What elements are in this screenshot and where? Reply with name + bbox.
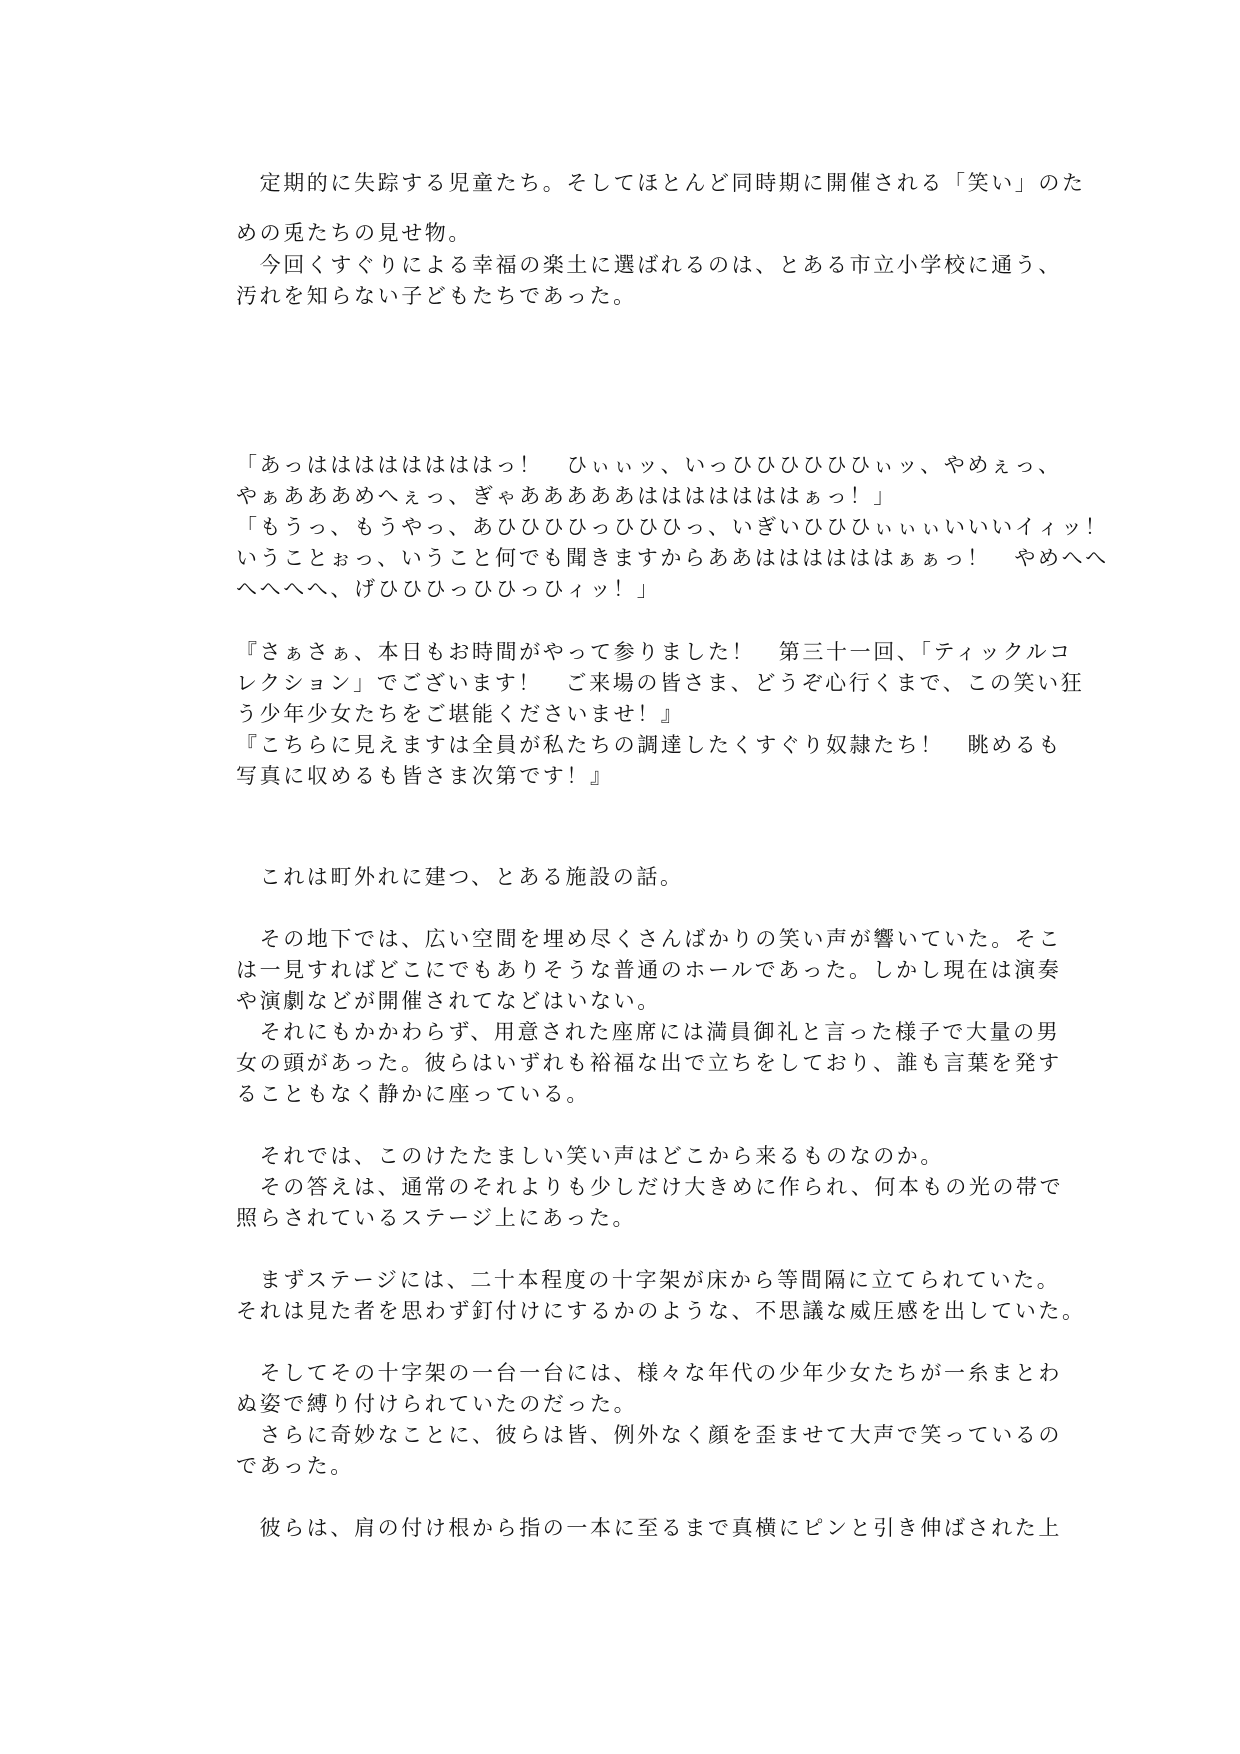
text-line: へへへへ、げひひひっひひっひィッ！」 xyxy=(236,577,661,601)
text-line: これは町外れに建つ、とある施設の話。 xyxy=(236,865,684,889)
text-line: その答えは、通常のそれよりも少しだけ大きめに作られ、何本もの光の帯で xyxy=(236,1175,1064,1199)
text-line: めの兎たちの見せ物。 xyxy=(236,221,472,245)
text-line: 「あっははははははははっ！ ひぃぃッ、いっひひひひひひぃッ、やめぇっ、 xyxy=(236,453,1062,477)
text-line: ぬ姿で縛り付けられていたのだった。 xyxy=(236,1392,638,1416)
text-line: ることもなく静かに座っている。 xyxy=(236,1082,590,1106)
text-line: 彼らは、肩の付け根から指の一本に至るまで真横にピンと引き伸ばされた上 xyxy=(236,1516,1062,1540)
text-line: であった。 xyxy=(236,1454,354,1478)
text-line: う少年少女たちをご堪能くださいませ！』 xyxy=(236,702,685,726)
text-line: 照らされているステージ上にあった。 xyxy=(236,1206,637,1230)
text-line: さらに奇妙なことに、彼らは皆、例外なく顔を歪ませて大声で笑っているの xyxy=(236,1423,1062,1447)
text-line: や演劇などが開催されてなどはいない。 xyxy=(236,989,661,1013)
text-line: 汚れを知らない子どもたちであった。 xyxy=(236,284,637,308)
text-line: その地下では、広い空間を埋め尽くさんばかりの笑い声が響いていた。そこ xyxy=(236,927,1062,951)
text-line: やぁあああめへぇっ、ぎゃあああああはははははははぁっ！」 xyxy=(236,484,897,508)
text-line: それは見た者を思わず釘付けにするかのような、不思議な威圧感を出していた。 xyxy=(236,1299,1086,1323)
text-line: 「もうっ、もうやっ、あひひひひっひひひっ、いぎいひひひぃぃぃいいいイィッ！ xyxy=(236,515,1109,539)
text-line: それにもかかわらず、用意された座席には満員御礼と言った様子で大量の男 xyxy=(236,1020,1061,1044)
text-line: 『さぁさぁ、本日もお時間がやって参りました！ 第三十一回、「ティックルコ xyxy=(236,640,1073,664)
text-line: は一見すればどこにでもありそうな普通のホールであった。しかし現在は演奏 xyxy=(236,958,1062,982)
text-line: 女の頭があった。彼らはいずれも裕福な出で立ちをしており、誰も言葉を発す xyxy=(236,1051,1062,1075)
text-line: それでは、このけたたましい笑い声はどこから来るものなのか。 xyxy=(236,1144,944,1168)
text-line: 今回くすぐりによる幸福の楽土に選ばれるのは、とある市立小学校に通う、 xyxy=(236,253,1062,277)
text-line: レクション」でございます！ ご来場の皆さま、どうぞ心行くまで、この笑い狂 xyxy=(236,671,1085,695)
text-line: いうことぉっ、いうこと何でも聞きますからああははははははぁぁっ！ やめへへ xyxy=(236,546,1109,570)
text-line: そしてその十字架の一台一台には、様々な年代の少年少女たちが一糸まとわ xyxy=(236,1361,1062,1385)
text-line: まずステージには、二十本程度の十字架が床から等間隔に立てられていた。 xyxy=(236,1268,1061,1292)
text-line: 『こちらに見えますは全員が私たちの調達したくすぐり奴隷たち！ 眺めるも xyxy=(236,733,1062,757)
text-line: 写真に収めるも皆さま次第です！』 xyxy=(236,764,614,788)
text-line: 定期的に失踪する児童たち。そしてほとんど同時期に開催される「笑い」のた xyxy=(236,171,1086,195)
